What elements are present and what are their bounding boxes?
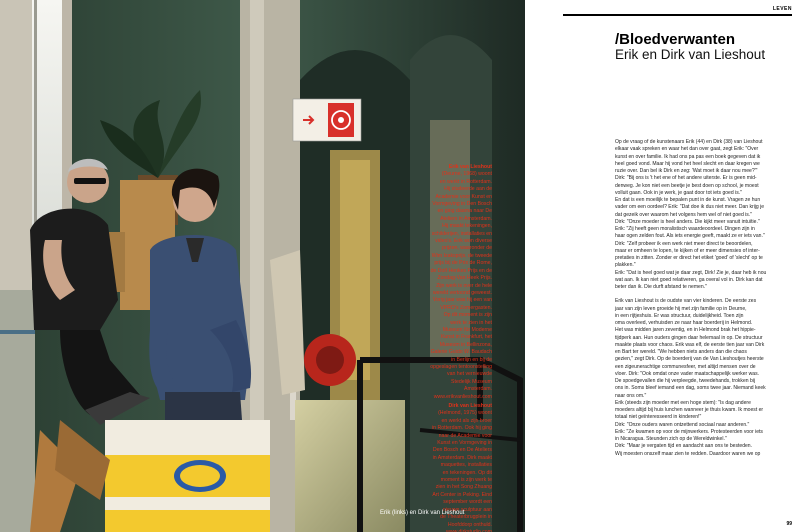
bio-line: Vorig jaar was hij een van	[432, 297, 492, 304]
article-line: dat gezeik over waarom het volgens hem wel of niet goed is."	[615, 211, 753, 218]
bio-line: Hij studeerde aan de	[444, 186, 492, 193]
bio-erik	[382, 164, 492, 401]
article-line: moeders altijd bij huis lunchen wanneer je thuis kwam. Ik moest er	[615, 407, 764, 413]
article-line: Het was midden jaren zeventig, en in Helmond brak het hippie-	[615, 327, 756, 334]
bio-line: en werkt in Rotterdam.	[439, 178, 492, 185]
bio-line: Stedelijk Museum	[451, 378, 492, 385]
bio-line: Ateliers in Amsterdam.	[440, 215, 492, 222]
article-line: ons in. Soms bleef iemand een dag, soms twee jaar. Niemand keek	[615, 385, 766, 392]
bio-line: Zijn werk is over de hele	[436, 282, 492, 289]
bio-line: in Berlijn en bij de	[451, 356, 492, 363]
bio-line: van het vernieuwde	[447, 371, 492, 378]
article-line: haar ogen zelden fout. Als iets energie geeft, maakt ze er iets van."	[615, 233, 765, 240]
article-line: jaar van zijn leven groeide hij met zijn familie op in Deurne,	[615, 305, 747, 312]
bio-line: prijzen, waaronder de	[442, 245, 492, 252]
bio-line: Wim Izaksprijs, de tweede	[431, 252, 492, 259]
article-line: gezien," zegt Dirk. Op de boerderij van de Van Lieshoutjes heerste	[615, 356, 764, 363]
bio-line: wereld vertoond geweest.	[432, 289, 492, 296]
bio-line: Den Bosch en De Ateliers	[432, 447, 492, 454]
article-line: Dirk: "Zelf probeer ik een werk niet meer direct te beoordelen,	[615, 240, 753, 247]
article-line: wat aan. Ik kan niet goed relativeren, ga overal vol in. Dirk kan dat	[615, 276, 763, 283]
bio-line: Kunst in Frankfurt, het	[440, 334, 492, 341]
artist-bio	[382, 164, 492, 532]
bio-line: nieuwe sculptuur aan	[442, 506, 492, 513]
article-line: En dat is een moeilijk te bepalen punt in de kunst. Vragen ze hun	[615, 197, 761, 203]
bio-line: september wordt een	[443, 499, 492, 506]
article-line: ruzie over. Dan bel ik Dirk en zeg: 'Wat moet ik daar nou mee?'"	[615, 168, 758, 174]
bio-line: zien in het Song Zhuang	[435, 484, 492, 491]
article-line: in een rijtjeshuis. Er was structuur, duidelijkheid. Toen zijn	[615, 312, 744, 319]
article-line: totaal niet geïnteresseerd in kinderen!"	[615, 414, 702, 421]
article-line: vader om een oordeel? Erik: "Dat doe ik dus niet meer. Dan krijg je	[615, 204, 765, 211]
article-line: en Bart ter wereld. "We hebben niets anders dan die chaos	[615, 349, 747, 355]
article-body	[615, 139, 791, 465]
article-line: volluit gaan. Ook in je werk, je gaat door tot iets goed is."	[615, 189, 742, 196]
article-line: heel goed vond. Maar hij vond het heel slecht en daar kregen we	[615, 160, 760, 167]
bio-line: Zondag-Van Heek Prijs.	[437, 275, 492, 282]
bio-line: werk te zien in het	[450, 319, 492, 326]
bio-line: (Deurne, 1968) woont	[441, 171, 492, 178]
article-line: Erik: "Ze kwamen op voor de mijnwerkers. Protesteerden voor iets	[615, 428, 763, 435]
article-paragraph	[615, 139, 791, 291]
bio-erik-text	[430, 171, 492, 399]
bio-line: en tekeningen. Op dit	[442, 469, 492, 476]
article-line: Dirk: "Maar je vergaten tijd en aandacht aan ons te besteden.	[615, 443, 753, 450]
article-line: in Nicaragua. Steunden zich op de Wereldwinkel."	[615, 436, 727, 442]
bio-line: Art Center in Peking. Eind	[432, 491, 492, 498]
article-line: De spoedgevallen die hij verpleegde, tweedehands, trokken bij	[615, 378, 756, 384]
bio-line: Amsterdam.	[464, 386, 492, 393]
bio-line: Academie voor Kunst en	[435, 193, 492, 200]
bio-dirk-name: Dirk van Lieshout	[448, 403, 492, 409]
bio-line: de Theaterbrugplein in	[440, 514, 492, 521]
bio-line: www.dirkstudio.com	[446, 528, 492, 532]
page-number: 99	[786, 521, 792, 527]
article-line: maakte plaats voor chaos. Erik was elf, de eerste tien jaar van Dirk	[615, 341, 765, 348]
article-line: vloer. Dirk: "Ook omdat onze vader maatschappelijk werker was.	[615, 370, 760, 377]
article-page	[525, 0, 805, 532]
article-line: denweg. Je kon niet een beetje je best doen op school, je moest	[615, 182, 759, 189]
bio-line: Hij maakt tekeningen,	[442, 223, 492, 230]
bio-line: maquettes, installaties	[440, 462, 492, 469]
article-line: Dirk: "Bij ons is 't het ene of het andere uiterste. Er is geen mid-	[615, 175, 757, 182]
bio-line: en werkt als zijn broer	[441, 417, 492, 424]
article-line: Erik: "Dat is heel goed wat je daar zegt, Dirk! Zie je, daar heb ik nou	[615, 269, 767, 276]
bio-line: Hoofddorp onthuld.	[447, 521, 492, 528]
bio-line: www.erikvanlieshout.com	[433, 393, 492, 400]
bio-erik-name: Erik van Lieshout	[448, 164, 492, 170]
article-line: plakken."	[615, 262, 636, 269]
bio-line: (Helmond, 1975) woont	[438, 410, 492, 417]
article-line: elkaar vaak spreken en waar het dan over gaat, zegt Erik: "Over	[615, 146, 759, 153]
article-line: Erik van Lieshout is de oudste van vier kinderen. De eerste zes	[615, 298, 757, 305]
article-line: oma overleed, verhuisden ze naar haar boerderij in Helmond.	[615, 320, 753, 326]
article-line: Erik (steeds zijn moeder met een hoge stem): "Is dag andere	[615, 399, 751, 406]
bio-line: video's. Erik won diverse	[435, 238, 492, 245]
bio-line: en ging daarna naar De	[437, 208, 492, 215]
article-line: een zigeunerachtige communesfeer, met altijd mensen over de	[615, 363, 756, 370]
section-label: LEVEN	[772, 6, 792, 12]
bio-line: moment is zijn werk te	[440, 477, 492, 484]
bio-line: Museum in Bellinzona,	[439, 341, 492, 348]
bio-line: opgeslagen tentoonstelling	[430, 363, 492, 370]
article-line: tijdperk aan. Hun ouders gingen daar helemaal in op. De structuur	[615, 334, 763, 341]
bio-line: in Amsterdam. Dirk maakt	[432, 454, 492, 461]
article-paragraph	[615, 298, 791, 458]
article-line: Op de vraag of de kunstenaars Erik (44) en Dirk (38) van Lieshout	[615, 139, 763, 145]
bio-line: VPRO's Zomergasten.	[440, 304, 492, 311]
photo-caption: Erik (links) en Dirk van Lieshout	[380, 510, 465, 516]
article-line: naar ons om."	[615, 392, 647, 399]
article-line: Erik: "Zij heeft geen moralistisch waardeoordeel. Dingen zijn in	[615, 226, 755, 232]
bio-line: Op dit moment is zijn	[443, 312, 492, 319]
bio-line: Vormgeving in Den Bosch	[432, 201, 492, 208]
article-title: /Bloedverwanten	[615, 31, 736, 48]
banana-box	[105, 420, 270, 532]
article-subtitle: Erik en Dirk van Lieshout	[615, 47, 766, 62]
article-line: Wij moesten onszelf maar zien te redden. Daardoor waren we op	[615, 450, 761, 457]
bio-line: prijs bij de Prix de Rome,	[434, 260, 492, 267]
header-rule	[563, 14, 792, 16]
article-line: Dirk: "Onze moeder is heel anders. Die kijkt meer vanuit intuïtie."	[615, 218, 760, 225]
bio-line: Museum für Moderne	[442, 326, 492, 333]
bio-line: in Rotterdam. Ook hij ging	[432, 425, 492, 432]
article-line: maar er omheen te lopen, te kijken of er meer dimensies of inter-	[615, 247, 760, 254]
bio-line: Galerie Guido W. Baudach	[430, 349, 492, 356]
article-line: kunst en over familie. Ik had ons pa pas een boek gegeven dat ik	[615, 153, 761, 160]
article-line: Dirk: "Onze ouders waren ontzettend sociaal naar anderen."	[615, 421, 750, 428]
bio-line: naar de Academie voor	[438, 432, 492, 439]
article-line: pretaties in zitten. Zonder er direct het etiket 'goed' of 'slecht' op te	[615, 255, 763, 261]
article-line: beter dan ik. Die durft afstand te nemen."	[615, 284, 707, 290]
bio-line: Kunst en Vormgeving in	[437, 440, 492, 447]
bio-line: schilderijen, installaties en	[431, 230, 492, 237]
bio-line: de Dolf Henkes Prijs en de	[430, 267, 492, 274]
